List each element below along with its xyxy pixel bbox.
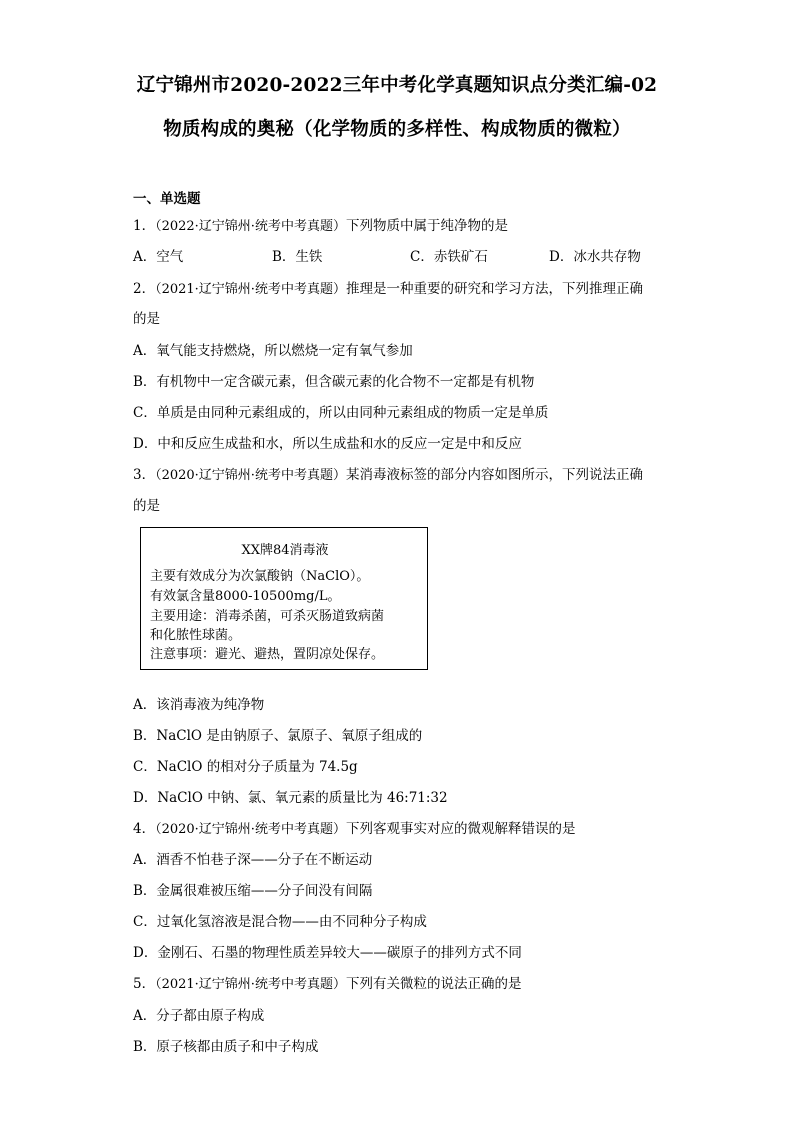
question-number: 5． [133,976,156,992]
q4-option-a: A．酒香不怕巷子深——分子在不断运动 [133,852,373,868]
label-line: 和化脓性球菌。 [150,628,242,643]
label-line: 有效氯含量8000-10500mg/L。 [150,589,341,604]
question-3-stem [133,463,643,483]
q2-option-c: C．单质是由同种元素组成的，所以由同种元素组成的物质一定是单质 [133,405,549,421]
question-source: （2021·辽宁锦州·统考中考真题） [155,282,346,297]
question-number: 1． [133,218,156,234]
question-number: 2． [133,281,156,297]
q1-option-a: A．空气 [133,249,184,265]
q3-option-d: D．NaClO 中钠、氯、氧元素的质量比为 46:71:32 [133,790,448,806]
disinfectant-label-box [140,527,428,670]
label-line: 主要有效成分为次氯酸钠（NaClO）。 [150,569,370,584]
q4-option-d: D．金刚石、石墨的物理性质差异较大——碳原子的排列方式不同 [133,945,522,961]
label-line: 主要用途：消毒杀菌，可杀灭肠道致病菌 [150,609,385,624]
question-text: 下列物质中属于纯净物的是 [345,218,508,234]
question-2-stem-cont: 的是 [133,311,160,327]
q4-option-c: C．过氧化氢溶液是混合物——由不同种分子构成 [133,914,427,930]
question-text: 某消毒液标签的部分内容如图所示，下列说法正确 [345,467,643,483]
q3-option-c: C．NaClO 的相对分子质量为 74.5g [133,759,358,775]
section-heading: 一、单选题 [133,191,201,207]
q3-option-b: B．NaClO 是由钠原子、氯原子、氧原子组成的 [133,728,423,744]
question-1-stem [133,214,508,234]
doc-title-line-1: 辽宁锦州市2020-2022三年中考化学真题知识点分类汇编-02 [136,75,658,96]
question-3-stem-cont: 的是 [133,498,160,514]
question-5-stem [133,972,521,992]
question-2-stem [133,277,643,297]
q1-option-c: C．赤铁矿石 [410,249,488,265]
label-line: 注意事项：避光、避热，置阴凉处保存。 [150,647,385,662]
q1-option-d: D．冰水共存物 [549,249,641,265]
question-number: 4． [133,821,156,837]
question-text: 推理是一种重要的研究和学习方法，下列推理正确 [345,281,643,297]
question-4-stem [133,817,575,837]
question-text: 下列有关微粒的说法正确的是 [345,976,522,992]
question-text: 下列客观事实对应的微观解释错误的是 [345,821,576,837]
q2-option-a: A．氧气能支持燃烧，所以燃烧一定有氧气参加 [133,343,413,359]
doc-title-line-2: 物质构成的奥秘（化学物质的多样性、构成物质的微粒） [163,119,631,140]
question-source: （2021·辽宁锦州·统考中考真题） [155,977,346,992]
question-source: （2020·辽宁锦州·统考中考真题） [155,468,346,483]
q2-option-b: B．有机物中一定含碳元素，但含碳元素的化合物不一定都是有机物 [133,374,535,390]
question-source: （2020·辽宁锦州·统考中考真题） [155,822,346,837]
q5-option-b: B．原子核都由质子和中子构成 [133,1039,319,1055]
question-number: 3． [133,467,156,483]
q5-option-a: A．分子都由原子构成 [133,1008,265,1024]
label-title: XX牌84消毒液 [241,543,329,558]
question-source: （2022·辽宁锦州·统考中考真题） [155,219,346,234]
q4-option-b: B．金属很难被压缩——分子间没有间隔 [133,883,373,899]
q2-option-d: D．中和反应生成盐和水，所以生成盐和水的反应一定是中和反应 [133,436,522,452]
q3-option-a: A．该消毒液为纯净物 [133,697,265,713]
q1-option-b: B．生铁 [272,249,323,265]
